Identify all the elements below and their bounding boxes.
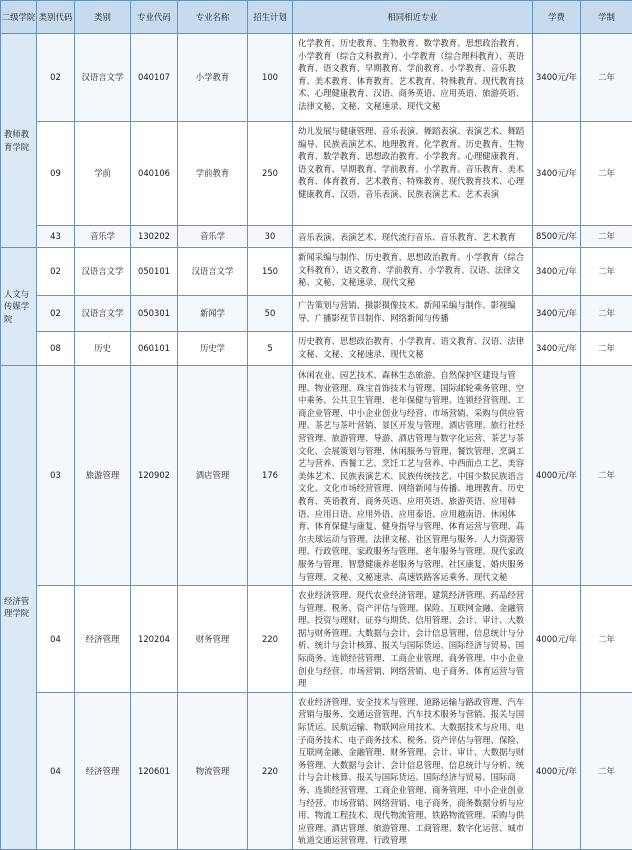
tuition: 4000元/年: [533, 366, 581, 586]
related-majors: 化学教育、历史教育、生物教育、数学教育、思想政治教育、小学教育（综合文科教育）、小学教育（综合理科教育）、英语教育、语文教育、早期教育、学前教育、小学教育、音乐教育、美术教育、体育教育、艺术教育、特殊教育、现代教育技术、心理健康教育、汉语、商务英语、应用英语、旅游英语、法律文秘、文秘、文秘速录、现代文秘: [293, 34, 533, 122]
major-code: 040106: [131, 122, 178, 226]
college-teacher-education: 教师教育学院: [1, 34, 37, 248]
college-economics-management: 经济管理学院: [1, 366, 37, 850]
tuition: 3400元/年: [533, 122, 581, 226]
category-code: 02: [37, 248, 75, 296]
related-majors: 广告策划与营销、摄影摄像技术、新闻采编与制作、影视编导、广播影视节目制作、网络新闻与传播: [293, 296, 533, 332]
related-majors: 农业经济管理、现代农业经济管理、建筑经济管理、药品经营与管理、税务、资产评估与管理、保险、互联网金融、金融管理、投资与理财、证券与期货、信用管理、会计、审计、大数据与财务管理、大数据与会计、会计信息管理、信息统计与分析、统计与会计核算、报关与国际货运、国际经济与贸易、国际商务、连锁经营管理、工商企业管理、商务管理、中小企业创业与经营、市场营销、网络营销、电子商务、体育运营与管理: [293, 586, 533, 693]
major-name: 学前教育: [178, 122, 248, 226]
header-enrollment-plan: 招生计划: [248, 1, 293, 34]
related-majors: 幼儿发展与健康管理、音乐表演、舞蹈表演、表演艺术、舞蹈编导、民族表演艺术、地理教育、化学教育、历史教育、生物教育、数学教育、思想政治教育、小学教育、心理健康教育、语文教育、早期教育、学前教育、小学教育、音乐教育、美术教育、体育教育、艺术教育、特殊教育、现代教育技术、心理健康教育、汉语、音乐表演、民族表演艺术、艺术表演: [293, 122, 533, 226]
enrollment-plan: 220: [248, 692, 293, 849]
category: 学前: [75, 122, 131, 226]
duration: 二年: [581, 226, 632, 248]
table-row: [1, 366, 632, 586]
related-majors: 历史教育、思想政治教育、小学教育、语文教育、汉语、法律文秘、文秘、文秘速录、现代文秘: [293, 332, 533, 366]
duration: 二年: [581, 332, 632, 366]
tuition: 4000元/年: [533, 586, 581, 693]
enrollment-plan: 30: [248, 226, 293, 248]
tuition: 3400元/年: [533, 248, 581, 296]
header-college: 二级学院: [1, 1, 37, 34]
duration: 二年: [581, 586, 632, 693]
category-code: 02: [37, 296, 75, 332]
major-code: 120601: [131, 692, 178, 849]
table-row: [1, 586, 632, 693]
category: 经济管理: [75, 692, 131, 849]
category: 汉语言文学: [75, 34, 131, 122]
major-code: 040107: [131, 34, 178, 122]
header-major-name: 专业名称: [178, 1, 248, 34]
duration: 二年: [581, 296, 632, 332]
enrollment-plan: 50: [248, 296, 293, 332]
table-row: [1, 34, 632, 122]
major-name: 财务管理: [178, 586, 248, 693]
category: 汉语言文学: [75, 296, 131, 332]
major-code: 120204: [131, 586, 178, 693]
related-majors: 新闻采编与制作、历史教育、思想政治教育、小学教育（综合文科教育）、语文教育、学前教育、小学教育、汉语、法律文秘、文秘、文秘速录、现代文秘: [293, 248, 533, 296]
duration: 二年: [581, 366, 632, 586]
category-code: 43: [37, 226, 75, 248]
duration: 二年: [581, 692, 632, 849]
category: 音乐学: [75, 226, 131, 248]
table-row: [1, 226, 632, 248]
table-row: [1, 122, 632, 226]
major-name: 新闻学: [178, 296, 248, 332]
table-row: [1, 332, 632, 366]
table-row: [1, 296, 632, 332]
tuition: 3400元/年: [533, 34, 581, 122]
related-majors: 休闲农业、园艺技术、森林生态旅游、自然保护区建设与管理、物业管理、珠宝首饰技术与管理、国际邮轮乘务管理、空中乘务、公共卫生管理、老年保健与管理、连锁经营管理、工商企业管理、中小企业创业与经营、市场营销、采购与供应管理、茶艺与茶叶营销、景区开发与管理、酒店管理、旅行社经营管理、旅游管理、导游、酒店管理与数字化运营、茶艺与茶文化、会展策划与管理、休闲服务与管理、餐饮管理、烹调工艺与营养、西餐工艺、烹饪工艺与营养、中西面点工艺、美容美体艺术、民族表演艺术、民族传统技艺、中国少数民族语言文化、文化市场经营管理、网络新闻与传播、地理教育、历史教育、英语教育、商务英语、应用英语、旅游英语、应用韩语、应用日语、应用外语、应用泰语、应用越南语、休闲体育、体育保健与康复、健身指导与管理、体育运营与管理、高尔夫球运动与管理、法律文秘、社区管理与服务、人力资源管理、行政管理、家政服务与管理、老年服务与管理、现代家政服务与管理、智慧健康养老服务与管理、社区康复、婚庆服务与管理、文秘、文秘速录、高速铁路客运乘务、现代文秘: [293, 366, 533, 586]
header-related-majors: 相同相近专业: [293, 1, 533, 34]
category-code: 03: [37, 366, 75, 586]
tuition: 3400元/年: [533, 332, 581, 366]
major-name: 历史学: [178, 332, 248, 366]
category-code: 09: [37, 122, 75, 226]
enrollment-plan: 5: [248, 332, 293, 366]
major-name: 汉语言文学: [178, 248, 248, 296]
enrollment-plan: 250: [248, 122, 293, 226]
major-name: 音乐学: [178, 226, 248, 248]
college-humanities-media: 人文与传媒学院: [1, 248, 37, 366]
enrollment-plan: 220: [248, 586, 293, 693]
enrollment-plan: 150: [248, 248, 293, 296]
tuition: 3400元/年: [533, 296, 581, 332]
major-code: 120902: [131, 366, 178, 586]
header-major-code: 专业代码: [131, 1, 178, 34]
related-majors: 音乐表演、表演艺术、现代流行音乐、音乐教育、艺术教育: [293, 226, 533, 248]
related-majors: 农业经济管理、安全技术与管理、道路运输与路政管理、汽车营销与服务、交通运营管理、汽车技术服务与营销、报关与国际货运、民航运输、物联网应用技术、大数据技术与应用、电子商务技术、电子商务技术、税务、资产评估与管理、保险、互联网金融、金融管理、财务管理、会计、审计、大数据与财务管理、大数据与会计、会计信息管理、信息统计与分析、统计与会计核算、报关与国际货运、国际经济与贸易、国际商务、连锁经营管理、工商企业管理、商务管理、中小企业创业与经营、市场营销、网络营销、电子商务、商务数据分析与应用、物流工程技术、现代物流管理、铁路物流管理、采购与供应管理、酒店管理、旅游管理、工商管理、数字化运营、城市轨道交通运营管理、行政管理: [293, 692, 533, 849]
category: 旅游管理: [75, 366, 131, 586]
category: 历史: [75, 332, 131, 366]
tuition: 8500元/年: [533, 226, 581, 248]
major-name: 酒店管理: [178, 366, 248, 586]
major-code: 050301: [131, 296, 178, 332]
enrollment-plan: 176: [248, 366, 293, 586]
category-code: 04: [37, 692, 75, 849]
major-code: 060101: [131, 332, 178, 366]
category: 经济管理: [75, 586, 131, 693]
category: 汉语言文学: [75, 248, 131, 296]
tuition: 4000元/年: [533, 692, 581, 849]
category-code: 02: [37, 34, 75, 122]
major-name: 物流管理: [178, 692, 248, 849]
category-code: 04: [37, 586, 75, 693]
header-tuition: 学费: [533, 1, 581, 34]
enrollment-plan: 100: [248, 34, 293, 122]
header-row: [1, 1, 632, 34]
table-row: [1, 692, 632, 849]
category-code: 08: [37, 332, 75, 366]
header-category: 类别: [75, 1, 131, 34]
header-category-code: 类别代码: [37, 1, 75, 34]
table-row: [1, 248, 632, 296]
duration: 二年: [581, 248, 632, 296]
major-code: 130202: [131, 226, 178, 248]
major-code: 050101: [131, 248, 178, 296]
major-name: 小学教育: [178, 34, 248, 122]
header-duration: 学制: [581, 1, 632, 34]
duration: 二年: [581, 34, 632, 122]
duration: 二年: [581, 122, 632, 226]
